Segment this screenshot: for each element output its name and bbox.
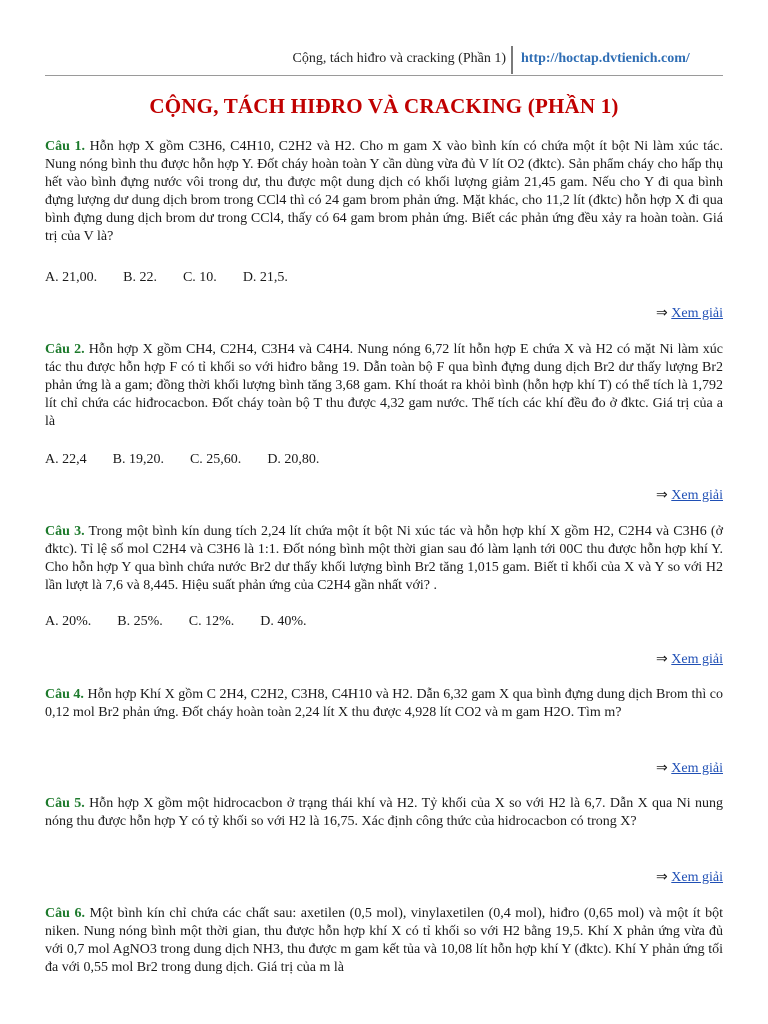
answer-options — [45, 614, 333, 630]
question-text: Hỗn hợp X gồm một hidrocacbon ở trạng thái khí và H2. Tỷ khối của X so với H2 là 6,7. Dẫn X qua Ni nung nóng thu được hỗn hợp Y có tỷ khối so với H2 là 16,75. Xác định công thức của hidrocacbon có trong X? — [45, 796, 723, 829]
question-text: Trong một bình kín dung tích 2,24 lít chứa một ít bột Ni xúc tác và hỗn hợp khí X gồm H2, C2H4 và C3H6 (ở đktc). Tỉ lệ số mol C2H4 và C3H6 là 1:1. Đốt nóng bình một thời gian sau đó làm lạnh tới 00C thu được hỗn hợp khí Y. Cho hỗn hợp Y qua bình chứa nước Br2 dư thấy khối lượng bình Br2 tăng 1,015 gam. Biết tỉ khối của X và Y so với H2 lần lượt là 7,6 và 8,445. Hiệu suất phản ứng của C2H4 gần nhất với? . — [45, 524, 723, 593]
answer-option: B. 25%. — [117, 614, 163, 629]
view-solution-link[interactable]: Xem giải — [671, 488, 723, 503]
document-title: CỘNG, TÁCH HIĐRO VÀ CRACKING (PHẦN 1) — [149, 94, 619, 118]
view-solution-link[interactable]: Xem giải — [671, 652, 723, 667]
header-rule — [45, 75, 723, 76]
arrow-icon: ⇒ — [656, 870, 668, 885]
question-3 — [45, 523, 723, 595]
view-solution-link[interactable]: Xem giải — [671, 761, 723, 776]
question-text: Hỗn hợp Khí X gồm C 2H4, C2H2, C3H8, C4H10 và H2. Dẫn 6,32 gam X qua bình đựng dung dịch Brom thì co 0,12 mol Br2 phản ứng. Đốt cháy hoàn toàn 2,24 lít X thu được 4,928 lít CO2 và m gam H2O. Tìm m? — [45, 687, 723, 720]
question-5 — [45, 795, 723, 831]
answer-options — [45, 452, 345, 468]
arrow-icon: ⇒ — [656, 306, 668, 321]
view-solution-link[interactable]: Xem giải — [671, 306, 723, 321]
answer-option: D. 21,5. — [242, 270, 288, 285]
solution-link-row — [656, 651, 723, 668]
arrow-icon: ⇒ — [656, 761, 668, 776]
question-label: Câu 3. — [45, 524, 85, 539]
question-label: Câu 5. — [45, 796, 85, 811]
answer-option: A. 22,4 — [45, 452, 87, 467]
solution-link-row — [656, 487, 723, 504]
question-label: Câu 4. — [45, 687, 84, 702]
question-1 — [45, 138, 723, 246]
page-header — [0, 46, 768, 76]
answer-option: C. 10. — [182, 270, 217, 285]
answer-option: A. 21,00. — [45, 270, 98, 285]
question-2 — [45, 341, 723, 431]
question-text: Một bình kín chỉ chứa các chất sau: axetilen (0,5 mol), vinylaxetilen (0,4 mol), hiđro (0,65 mol) và một ít bột niken. Nung nóng bình một thời gian, thu được hỗn hợp khí X có tỉ khối so với H2 bằng 19,5. Khí X phản ứng vừa đủ với 0,7 mol AgNO3 trong dung dịch NH3, thu được m gam kết tủa và 10,08 lít hỗn hợp khí Y (đktc). Khí Y phản ứng tối đa với 0,55 mol Br2 trong dung dịch. Giá trị của m là — [45, 906, 724, 975]
answer-options — [45, 270, 314, 286]
arrow-icon: ⇒ — [656, 652, 668, 667]
question-label: Câu 6. — [45, 906, 85, 921]
question-label: Câu 2. — [45, 342, 85, 357]
question-4 — [45, 686, 723, 722]
answer-option: D. 40%. — [260, 614, 307, 629]
header-divider — [511, 46, 513, 74]
answer-option: D. 20,80. — [267, 452, 320, 467]
solution-link-row — [656, 760, 723, 777]
question-label: Câu 1. — [45, 139, 86, 154]
solution-link-row — [656, 305, 723, 322]
answer-option: B. 19,20. — [112, 452, 164, 467]
answer-option: C. 12%. — [188, 614, 235, 629]
header-url-link[interactable]: http://hoctap.dvtienich.com/ — [521, 51, 690, 66]
answer-option: B. 22. — [123, 270, 157, 285]
question-text: Hỗn hợp X gồm CH4, C2H4, C3H4 và C4H4. Nung nóng 6,72 lít hỗn hợp E chứa X và H2 có mặt Ni làm xúc tác thu được hỗn hợp F có tỉ khối so với hiđro bằng 19. Dẫn toàn bộ F qua bình đựng dung dịch Br2 dư thấy lượng Br2 phản ứng là a gam; đồng thời khối lượng bình tăng 3,68 gam. Khí thoát ra khỏi bình (hỗn hợp khí T) có thể tích là 1,792 lít chỉ chứa các hiđrocacbon. Đốt cháy toàn bộ T thu được 4,32 gam nước. Thể tích các khí đều đo ở đktc. Giá trị của a là — [45, 342, 723, 429]
question-6 — [45, 905, 723, 977]
view-solution-link[interactable]: Xem giải — [671, 870, 723, 885]
arrow-icon: ⇒ — [656, 488, 668, 503]
header-title: Cộng, tách hiđro và cracking (Phần 1) — [292, 51, 506, 66]
answer-option: C. 25,60. — [189, 452, 242, 467]
solution-link-row — [656, 869, 723, 886]
question-text: Hỗn hợp X gồm C3H6, C4H10, C2H2 và H2. Cho m gam X vào bình kín có chứa một ít bột Ni làm xúc tác. Nung nóng bình thu được hỗn hợp Y. Đốt cháy hoàn toàn Y cần dùng vừa đủ V lít O2 (đktc). Sản phẩm cháy cho hấp thụ hết vào bình đựng nước vôi trong dư, thu được một dung dịch có khối lượng giảm 21,45 gam. Nếu cho Y đi qua bình đựng lượng dư dung dịch brom trong CCl4 thì có 24 gam brom phản ứng. Mặt khác, cho 11,2 lít (đktc) hỗn hợp X đi qua bình đựng dung dịch brom dư trong CCl4, thấy có 64 gam brom phản ứng. Biết các phản ứng đều xảy ra hoàn toàn. Giá trị của V là? — [45, 139, 723, 244]
answer-option: A. 20%. — [45, 614, 92, 629]
